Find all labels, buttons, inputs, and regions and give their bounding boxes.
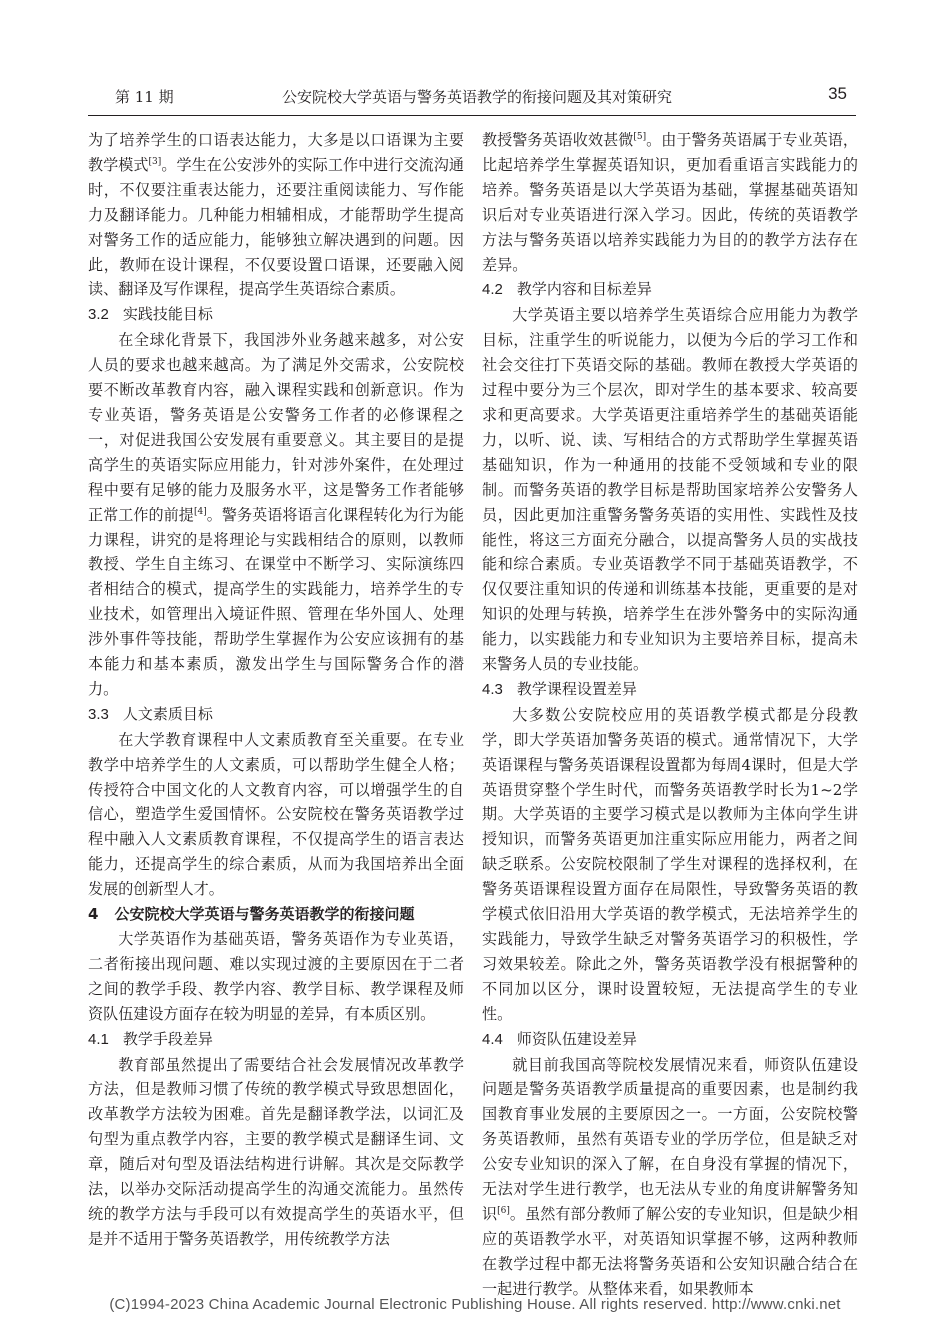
header-rule bbox=[88, 115, 856, 116]
left-column bbox=[88, 128, 464, 1252]
heading-4-3: 4.3 教学课程设置差异 bbox=[482, 679, 637, 698]
citation-4[interactable]: [4] bbox=[193, 506, 207, 517]
right-column bbox=[482, 128, 858, 1302]
paragraph-3-3: 在大学教育课程中人文素质教育至关重要。在专业教学中培养学生的人文素质，可以帮助学生健全人格；传授符合中国文化的人文教育内容，可以增强学生的自信心，塑造学生爱国情怀。公安院校在警务英语教学过程中融入人文素质教育课程，不仅提高学生的语言表达能力，还提高学生的综合素质，从而为我国培养出全面发展的创新型人才。 bbox=[88, 730, 464, 899]
paragraph-4-2: 大学英语主要以培养学生英语综合应用能力为教学目标，注重学生的听说能力，以便为今后的学习工作和社会交往打下英语交际的基础。教师在教授大学英语的过程中要分为三个层次，即对学生的基本要求、较高要求和更高要求。大学英语更注重培养学生的基础英语能力，以听、说、读、写相结合的方式帮助学生掌握英语基础知识，作为一种通用的技能不受领域和专业的限制。而警务英语的教学目标是帮助国家培养公安警务人员，因此更加注重警务警务英语的实用性、实践性及技能性，将这三方面充分融合，以提高警务人员的实战技能和综合素质。专业英语教学不同于基础英语教学，不仅仅要注重知识的传递和训练基本技能，更重要的是对知识的处理与转换，培养学生在涉外警务中的实际沟通能力，以实践能力和专业知识为主要培养目标，提高未来警务人员的专业技能。 bbox=[482, 306, 858, 674]
paragraph-4-3: 大多数公安院校应用的英语教学模式都是分段教学，即大学英语加警务英语的模式。通常情况下，大学英语课程与警务英语课程设置都为每周4课时，但是大学英语贯穿整个学生时代，而警务英语教学时长为1~2学期。大学英语的主要学习模式是以教师为主体向学生讲授知识，而警务英语更加注重实际应用能力，两者之间缺乏联系。公安院校限制了学生对课程的选择权利，在警务英语课程设置方面存在局限性，导致警务英语的教学模式依旧沿用大学英语的教学模式，无法培养学生的实践能力，导致学生缺乏对警务英语学习的积极性，学习效果较差。除此之外，警务英语教学没有根据警种的不同加以区分，课时设置较短，无法提高学生的专业性。 bbox=[482, 705, 858, 1023]
issue-label: 第 11 期 bbox=[115, 88, 174, 106]
heading-3-3: 3.3 人文素质目标 bbox=[88, 704, 213, 723]
paragraph-4-1: 教育部虽然提出了需要结合社会发展情况改革教学方法，但是教师习惯了传统的教学模式导致思想固化，改革教学方法较为困难。首先是翻译教学法，以词汇及句型为重点教学内容，主要的教学模式是翻译生词、文章，随后对句型及语法结构进行讲解。其次是交际教学法，以举办交际活动提高学生的沟通交流能力。虽然传统的教学方法与手段可以有效提高学生的英语水平，但是并不适用于警务英语教学，用传统教学方法 bbox=[88, 1055, 464, 1248]
running-header bbox=[115, 86, 855, 110]
heading-4-1: 4.1 教学手段差异 bbox=[88, 1029, 213, 1048]
heading-3-2: 3.2 实践技能目标 bbox=[88, 305, 213, 324]
heading-4-4: 4.4 师资队伍建设差异 bbox=[482, 1029, 637, 1048]
citation-5[interactable]: [5] bbox=[633, 131, 647, 142]
running-title: 公安院校大学英语与警务英语教学的衔接问题及其对策研究 bbox=[282, 88, 673, 106]
paragraph-4: 大学英语作为基础英语，警务英语作为专业英语，二者衔接出现问题、难以实现过渡的主要原因在于二者之间的教学手段、教学内容、教学目标、教学课程及师资队伍建设方面存在较为明显的差异，有本质区别。 bbox=[88, 930, 464, 1023]
paragraph-3-2: 在全球化背景下，我国涉外业务越来越多，对公安人员的要求也越来越高。为了满足外交需求，公安院校要不断改革教育内容，融入课程实践和创新意识。作为专业英语，警务英语是公安警务工作者的必修课程之一，对促进我国公安发展有重要意义。其主要目的是提高学生的英语实际应用能力，针对涉外案件，在处理过程中要有足够的能力及服务水平，这是警务工作者能够正常工作的前提[4]。警务英语将语言化课程转化为行为能力课程，讲究的是将理论与实践相结合的原则，以教师教授、学生自主练习、在课堂中不断学习、实际演练四者相结合的模式，提高学生的实践能力，培养学生的专业技术，如管理出入境证件照、管理在华外国人、处理涉外事件等技能，帮助学生掌握作为公安应该拥有的基本能力和基本素质，激发出学生与国际警务合作的潜力。 bbox=[88, 331, 464, 698]
copyright-footer: (C)1994-2023 China Academic Journal Electronic Publishing House. All rights reserved. http://www.cnki.net bbox=[109, 1296, 841, 1313]
heading-4-2: 4.2 教学内容和目标差异 bbox=[482, 280, 652, 299]
citation-6[interactable]: [6] bbox=[497, 1205, 510, 1216]
page-number: 35 bbox=[828, 84, 847, 103]
paragraph-4-1-continued: 教授警务英语收效甚微[5]。由于警务英语属于专业英语，比起培养学生掌握英语知识，更加看重语言实践能力的培养。警务英语是以大学英语为基础，掌握基础英语知识后对专业英语进行深入学习。因此，传统的英语教学方法与警务英语以培养实践能力为目的的教学方法存在差异。 bbox=[482, 131, 858, 274]
paragraph-4-4: 就目前我国高等院校发展情况来看，师资队伍建设问题是警务英语教学质量提高的重要因素，也是制约我国教育事业发展的主要原因之一。一方面，公安院校警务英语教师，虽然有英语专业的学历学位，但是缺乏对公安专业知识的深入了解，在自身没有掌握的情况下，无法对学生进行教学，也无法从专业的角度讲解警务知识[6]。虽然有部分教师了解公安的专业知识，但是缺少相应的英语教学水平，对英语知识掌握不够，这两种教师在教学过程中都无法将警务英语和公安知识融合结合在一起进行教学。从整体来看，如果教师本 bbox=[482, 1055, 858, 1298]
paragraph-intro-continued: 为了培养学生的口语表达能力，大多是以口语课为主要教学模式[3]。学生在公安涉外的实际工作中进行交流沟通时，不仅要注重表达能力，还要注重阅读能力、写作能力及翻译能力。几种能力相辅相成，才能帮助学生提高对警务工作的适应能力，能够独立解决遇到的问题。因此，教师在设计课程，不仅要设置口语课，还要融入阅读、翻译及写作课程，提高学生英语综合素质。 bbox=[88, 131, 464, 299]
citation-3[interactable]: [3] bbox=[148, 156, 162, 167]
heading-4: 4 公安院校大学英语与警务英语教学的衔接问题 bbox=[88, 905, 415, 924]
